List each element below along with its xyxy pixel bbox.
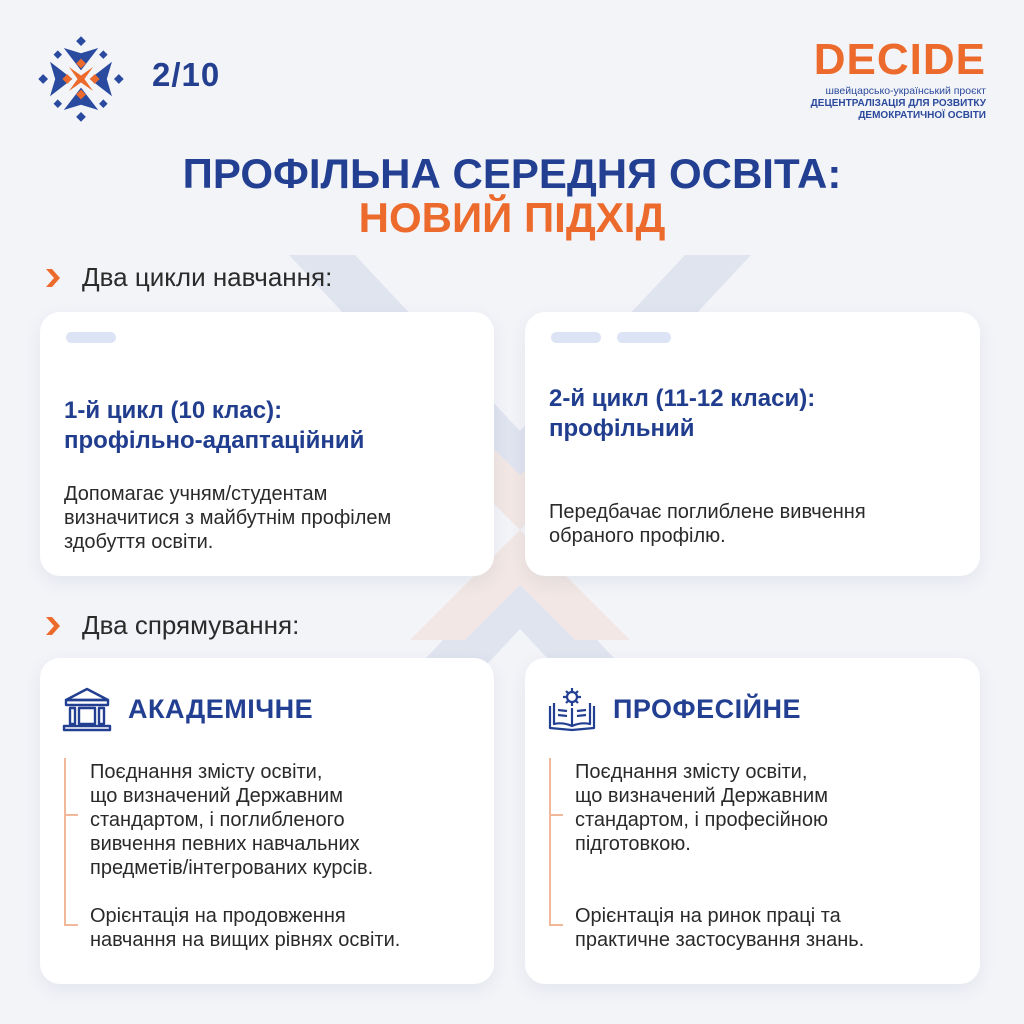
item-line: підготовкою. — [575, 833, 691, 855]
decorative-pill — [66, 332, 116, 343]
cycle-desc-line: визначитися з майбутнім профілем — [64, 507, 392, 529]
item-line: Орієнтація на продовження — [90, 905, 346, 927]
item-line: Поєднання змісту освіти, — [575, 761, 808, 783]
brand-subtitle-line2: ДЕМОКРАТИЧНОЇ ОСВІТИ — [858, 110, 986, 121]
cycle-title-line: профільний — [549, 415, 695, 442]
cycle-desc-line: Допомагає учням/студентам — [64, 483, 328, 505]
item-line: практичне застосування знань. — [575, 929, 865, 951]
section-heading-directions — [40, 610, 299, 641]
accent-tick — [549, 924, 563, 926]
item-line: стандартом, і професійною — [575, 809, 828, 831]
section-heading-cycles — [40, 262, 332, 293]
page-title: ПРОФІЛЬНА СЕРЕДНЯ ОСВІТА: — [182, 150, 842, 197]
cycle-card-1 — [40, 312, 494, 576]
building-icon — [62, 686, 112, 732]
ornament-logo-icon — [38, 36, 124, 122]
cycle-description — [64, 482, 391, 554]
brand-subtitle-line1: ДЕЦЕНТРАЛІЗАЦІЯ ДЛЯ РОЗВИТКУ — [810, 98, 986, 109]
item-line: що визначений Державним — [575, 785, 828, 807]
cycle-title-line: профільно-адаптаційний — [64, 427, 365, 454]
cycle-title — [64, 396, 364, 456]
cycle-title-line: 1-й цикл (10 клас): — [64, 397, 283, 424]
cycle-card-2 — [525, 312, 980, 576]
item-line: Поєднання змісту освіти, — [90, 761, 323, 783]
brand-logo — [806, 35, 986, 122]
direction-card-professional — [525, 658, 980, 984]
item-line: вивчення певних навчальних — [90, 833, 360, 855]
direction-item — [90, 904, 480, 952]
cycle-desc-line: здобуття освіти. — [64, 531, 214, 553]
accent-line — [549, 758, 551, 926]
decorative-pill — [617, 332, 671, 343]
chevron-right-icon — [40, 266, 64, 290]
section-heading-text: Два цикли навчання: — [82, 262, 333, 292]
direction-title: АКАДЕМІЧНЕ — [128, 694, 314, 724]
accent-tick — [64, 924, 78, 926]
item-line: навчання на вищих рівнях освіти. — [90, 929, 401, 951]
page-subtitle: НОВИЙ ПІДХІД — [358, 194, 666, 241]
item-line: що визначений Державним — [90, 785, 343, 807]
cycle-title — [549, 384, 815, 444]
cycle-desc-line: Передбачає поглиблене вивчення — [549, 501, 866, 523]
brand-tagline: швейцарсько-український проєкт — [825, 85, 986, 97]
section-heading-text: Два спрямування: — [82, 610, 300, 640]
accent-line — [64, 758, 66, 926]
chevron-right-icon — [40, 614, 64, 638]
item-line: стандартом, і поглибленого — [90, 809, 345, 831]
direction-item — [90, 760, 480, 880]
brand-name: DECIDE — [813, 35, 986, 84]
direction-item — [575, 904, 965, 952]
accent-tick — [64, 814, 78, 816]
cycle-description — [549, 500, 866, 548]
page-number: 2/10 — [152, 56, 221, 93]
item-line: Орієнтація на ринок праці та — [575, 905, 841, 927]
book-gear-icon — [547, 686, 597, 732]
accent-tick — [549, 814, 563, 816]
item-line: предметів/інтегрованих курсів. — [90, 857, 374, 879]
cycle-title-line: 2-й цикл (11-12 класи): — [549, 385, 816, 412]
cycle-desc-line: обраного профілю. — [549, 525, 726, 547]
direction-item — [575, 760, 965, 856]
direction-title: ПРОФЕСІЙНЕ — [613, 694, 802, 724]
decorative-pill — [551, 332, 601, 343]
direction-card-academic — [40, 658, 494, 984]
